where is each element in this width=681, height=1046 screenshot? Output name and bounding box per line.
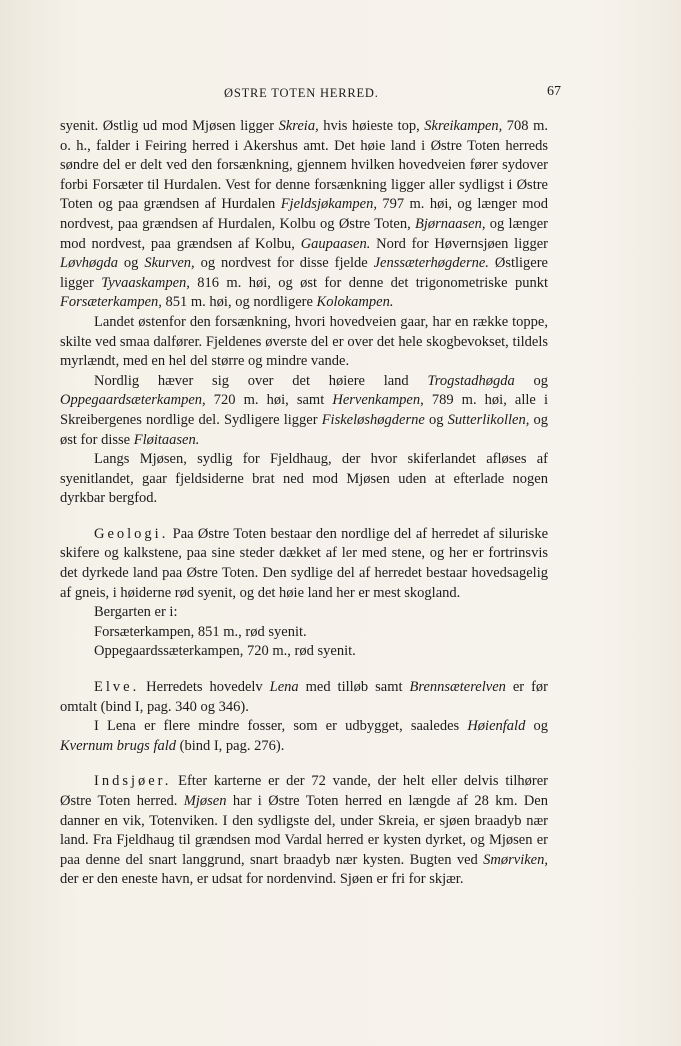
header-title: ØSTRE TOTEN HERRED.: [224, 86, 379, 100]
section-heading-elve: Elve.: [94, 679, 140, 696]
section-heading-indsjoer: Indsjøer.: [94, 773, 172, 790]
running-header: [88, 84, 561, 102]
paragraph-lena: I Lena er flere mindre fosser, som er udbygget, saaledes Høienfald og Kvernum brugs fald (bind I, pag. 276).: [60, 718, 548, 754]
paragraph-geologi: Geologi. Paa Østre Toten bestaar den nordlige del af herredet af siluriske skifere og kalkstene, paa sine steder dækket af ler med stene, og her er fortrinsvis det dyrkede land paa Østre Toten. Den sydlige del af herredet bestaar hovedsagelig af gneis, i høiderne rød syenit, og det høie land her er mest skogland.: [60, 525, 548, 601]
text-body: [60, 117, 548, 890]
section-heading-geologi: Geologi.: [94, 525, 169, 542]
paragraph-elve: Elve. Herredets hovedelv Lena med tilløb samt Brennsæterelven er før omtalt (bind I, pag. 340 og 346).: [60, 679, 549, 715]
paragraph-1: syenit. Østlig ud mod Mjøsen ligger Skreia, hvis høieste top, Skreikampen, 708 m. o. h., falder i Feiring herred i Akershus amt. Det høie land i Østre Toten herreds søndre del er delt ved den forsænkning, gjennem hvilken hovedveien fører sydover forbi Forsæter til Hurdalen. Vest for denne forsænkning ligger aller sydligst i Østre Toten og paa grændsen af Hurdalen Fjeldsjøkampen, 797 m. høi, og længer mod nordvest, paa grændsen af Hurdalen, Kolbu og Østre Toten, Bjørnaasen, og længer mod nordvest, paa grændsen af Kolbu, Gaupaasen. Nord for Høvernsjøen ligger Løvhøgda og Skurven, og nordvest for disse fjelde Jenssæterhøgderne. Østligere ligger Tyvaaskampen, 816 m. høi, og øst for denne det trigonometriske punkt Forsæterkampen, 851 m. høi, og nordligere Kolokampen.: [60, 118, 549, 311]
paragraph-3: Nordlig hæver sig over det høiere land Trogstadhøgda og Oppegaardsæterkampen, 720 m. høi, samt Hervenkampen, 789 m. høi, alle i Skreibergenes nordlige del. Sydligere ligger Fiskeløshøgderne og Sutterlikollen, og øst for disse Fløitaasen.: [60, 372, 549, 448]
paragraph-2: Landet østenfor den forsænkning, hvori hovedveien gaar, har en række toppe, skilte ved smaa dalfører. Fjeldenes øverste del er over det hele skogbevokset, tildels myrlændt, med en hel del større og mindre vande.: [60, 313, 548, 370]
paragraph-4: Langs Mjøsen, sydlig for Fjeldhaug, der hvor skiferlandet afløses af syenitlandet, gaar fjeldsiderne brat ned mod Mjøsen uden at efterlade nogen dyrkbar bergfod.: [60, 451, 548, 507]
bergarten-intro: Bergarten er i:: [94, 604, 178, 621]
bergarten-line-1: Forsæterkampen, 851 m., rød syenit.: [94, 623, 307, 640]
bergarten-line-2: Oppegaardssæterkampen, 720 m., rød syenit.: [94, 643, 356, 660]
page-number: 67: [547, 84, 561, 99]
paragraph-indsjoer: Indsjøer. Efter karterne er der 72 vande, der helt eller delvis tilhører Østre Toten herred. Mjøsen har i Østre Toten herred en længde af 28 km. Den danner en vik, Totenviken. I den sydligste del, under Skreia, er sjøen braadyb nær land. Fra Fjeldhaug til grændsen mod Vardal herred er kysten dyrket, og Mjøsen er paa denne del snart langgrund, snart braadyb nær kysten. Bugten ved Smørviken, der er den eneste havn, er udsat for nordenvind. Sjøen er fri for skjær.: [60, 773, 548, 888]
